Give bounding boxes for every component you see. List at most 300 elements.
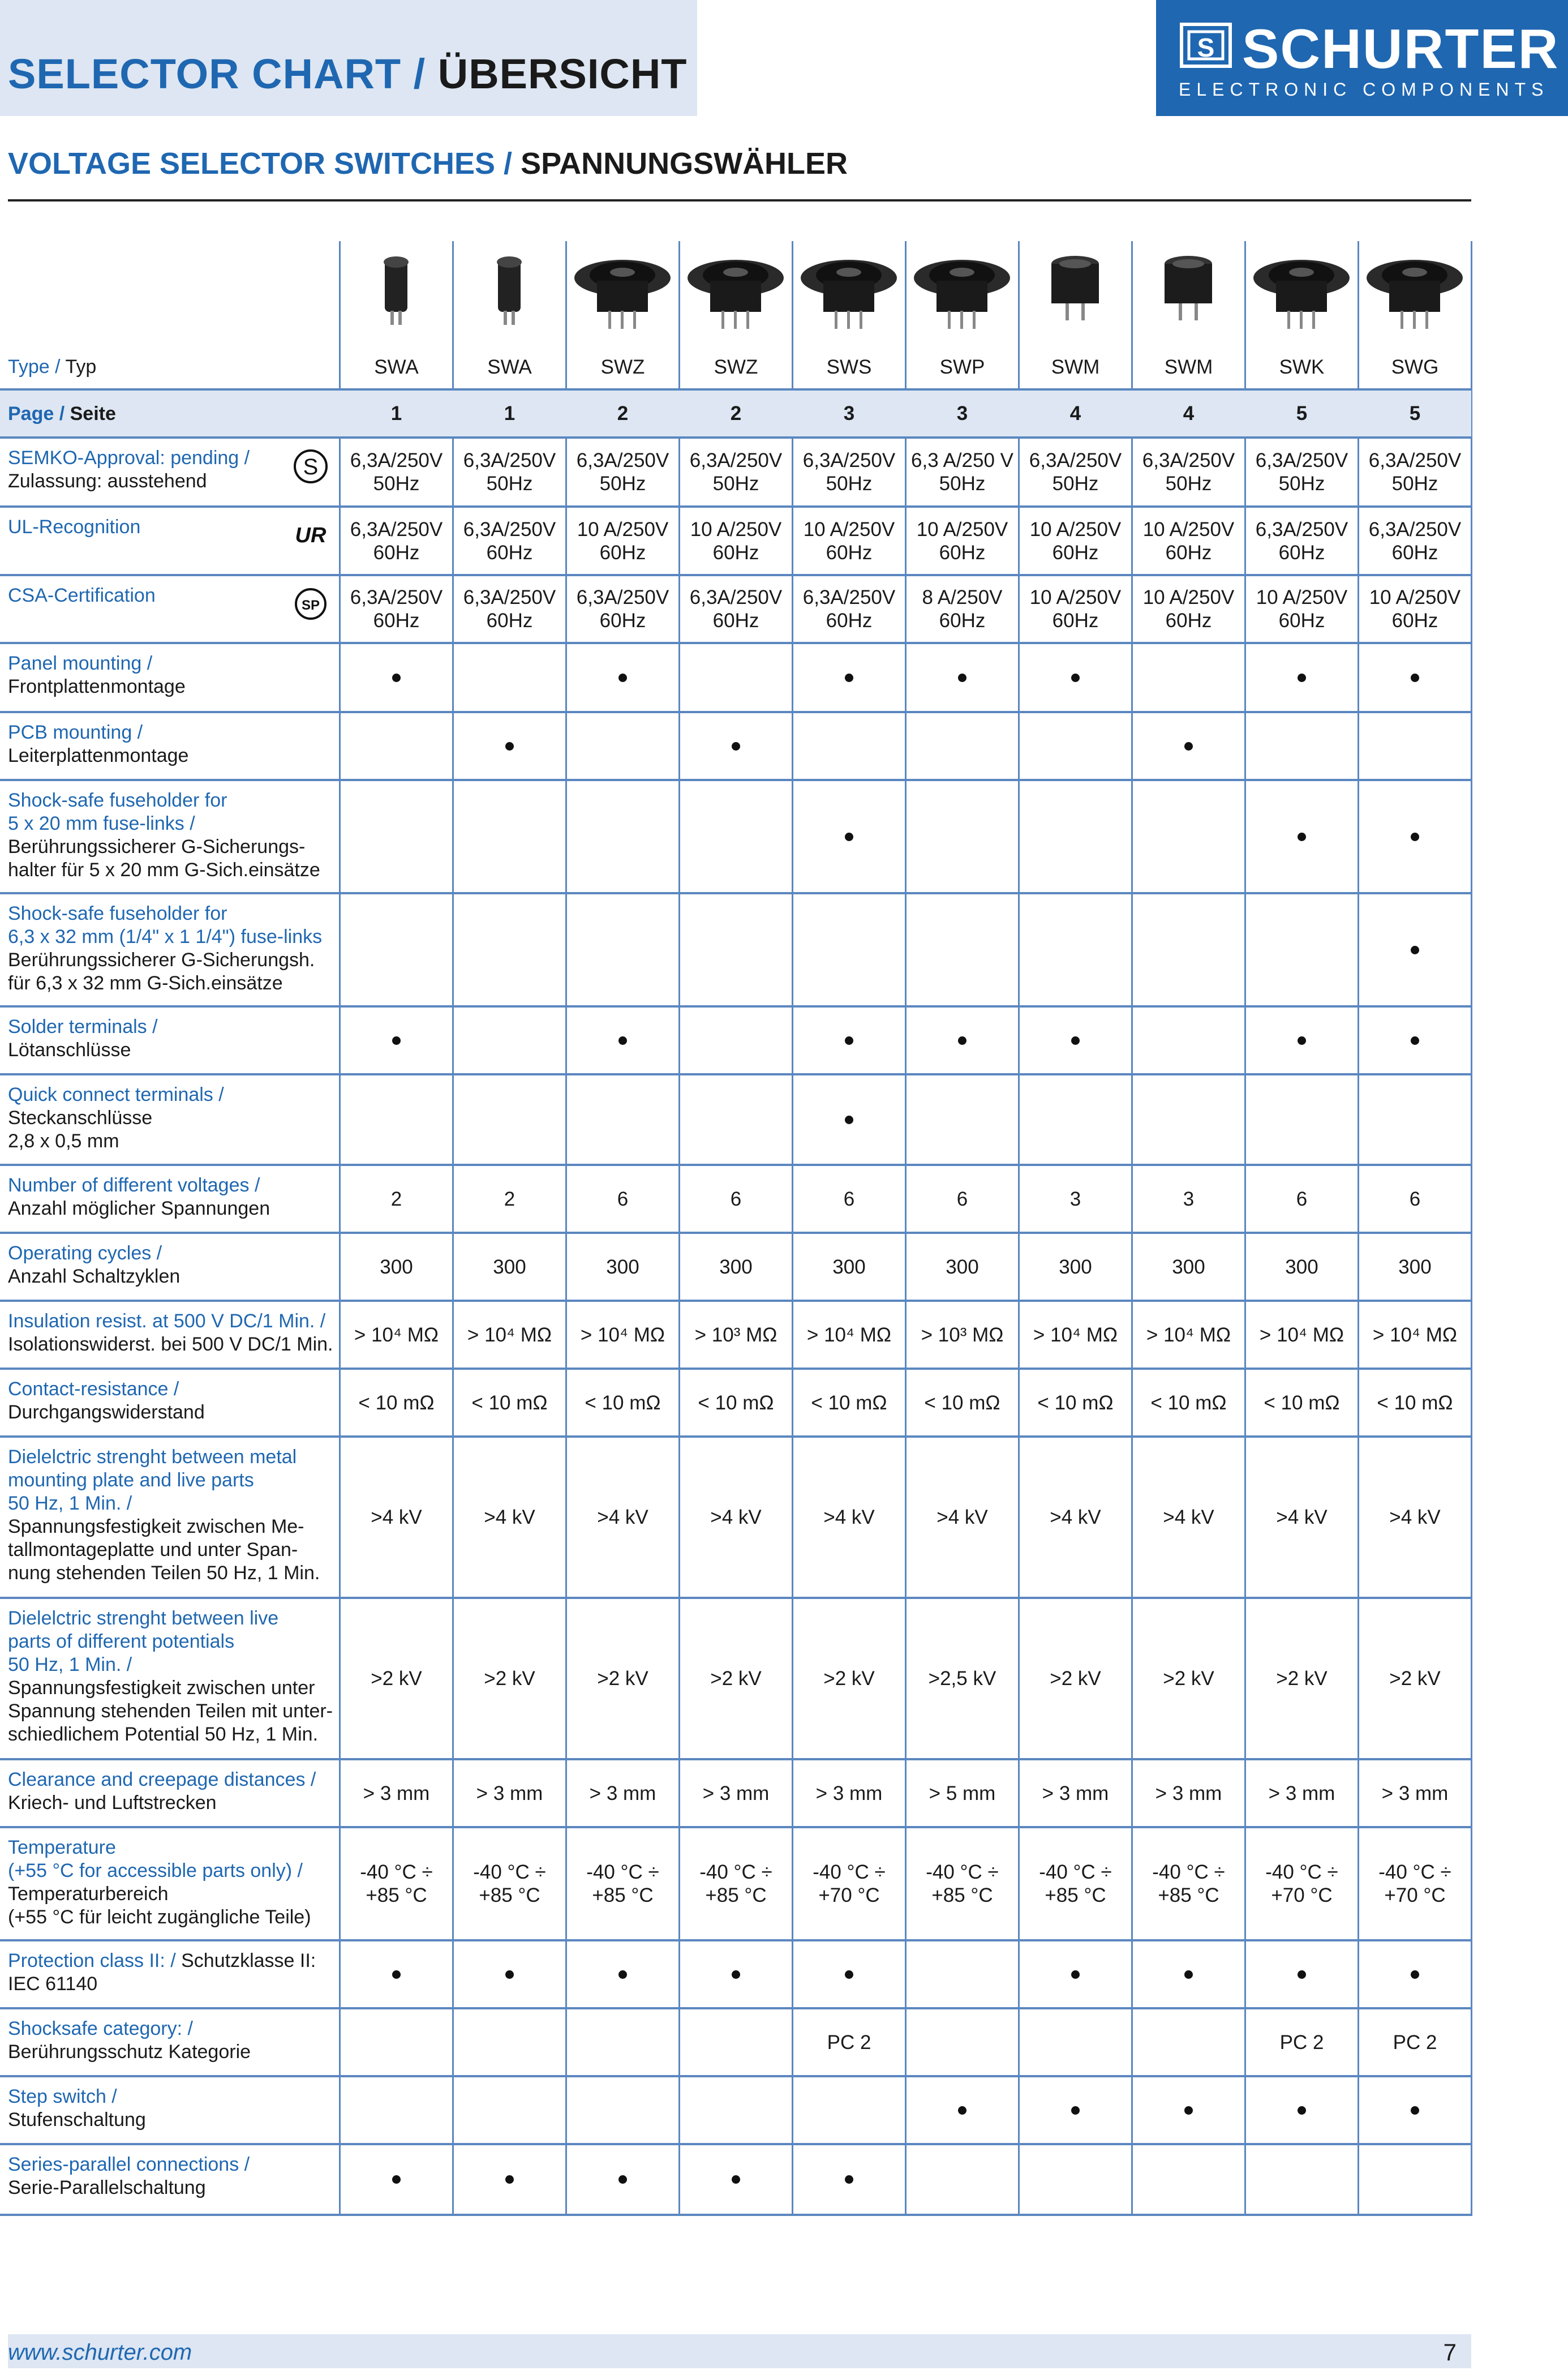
table-cell bbox=[568, 1302, 678, 1368]
cell-line: 10 A/250V bbox=[1142, 518, 1235, 541]
table-cell bbox=[341, 644, 452, 711]
cell-value: > 10⁴ MΩ bbox=[1033, 1323, 1118, 1346]
bullet-dot-icon bbox=[1071, 1970, 1080, 1979]
page-title-en: SELECTOR CHART / bbox=[8, 50, 438, 97]
cell-value: 300 bbox=[493, 1255, 526, 1278]
logo-tagline: ELECTRONIC COMPONENTS bbox=[1179, 79, 1549, 100]
cell-value: > 10⁴ MΩ bbox=[354, 1323, 439, 1346]
table-cell bbox=[1247, 713, 1357, 779]
table-row bbox=[0, 2077, 1471, 2145]
bullet-dot-icon bbox=[732, 742, 740, 751]
table-cell bbox=[341, 2145, 452, 2214]
bullet-dot-icon bbox=[1411, 833, 1419, 841]
bullet-dot-icon bbox=[392, 674, 401, 682]
cell-line: 50Hz bbox=[1165, 473, 1212, 495]
bullet-dot-icon bbox=[845, 674, 853, 682]
row-label-en: Page / bbox=[8, 402, 70, 425]
table-row bbox=[0, 1166, 1471, 1234]
table-cell bbox=[568, 345, 678, 388]
cell-line: 60Hz bbox=[1052, 610, 1099, 632]
table-cell bbox=[1020, 781, 1131, 892]
table-cell bbox=[1133, 508, 1244, 574]
table-cell bbox=[1360, 1828, 1470, 1939]
row-label bbox=[8, 584, 336, 607]
table-row bbox=[0, 345, 1471, 391]
table-cell bbox=[794, 1302, 904, 1368]
table-cell bbox=[454, 894, 565, 1005]
table-cell bbox=[681, 1828, 791, 1939]
table-cell bbox=[1133, 894, 1244, 1005]
row-label bbox=[8, 2017, 336, 2064]
table-cell bbox=[681, 1166, 791, 1232]
row-label-de: Spannungsfestigkeit zwischen Me- tallmontageplatte und unter Span- nung stehenden Teilen 50 Hz, 1 Min. bbox=[8, 1516, 320, 1584]
cell-line: 6,3A/250V bbox=[350, 586, 443, 608]
cell-value: > 10⁴ MΩ bbox=[1259, 1323, 1344, 1346]
table-cell bbox=[1020, 713, 1131, 779]
table-cell bbox=[1133, 781, 1244, 892]
table-cell bbox=[568, 1828, 678, 1939]
cell-value: >2 kV bbox=[823, 1668, 875, 1690]
row-label-de: Stufenschaltung bbox=[8, 2109, 146, 2131]
cell-line: 6,3A/250V bbox=[463, 518, 556, 541]
table-cell bbox=[454, 1075, 565, 1164]
table-row bbox=[0, 1828, 1471, 1941]
table-cell bbox=[1247, 345, 1357, 388]
table-cell bbox=[1360, 1599, 1470, 1758]
bullet-dot-icon bbox=[618, 1036, 627, 1045]
table-cell bbox=[681, 1302, 791, 1368]
cell-value: < 10 mΩ bbox=[585, 1391, 661, 1414]
cell-value: > 3 mm bbox=[589, 1782, 656, 1804]
table-cell bbox=[1360, 1234, 1470, 1300]
bullet-dot-icon bbox=[732, 1970, 740, 1979]
svg-text:SP: SP bbox=[301, 598, 320, 613]
table-cell bbox=[794, 1760, 904, 1826]
cell-value: SWK bbox=[1279, 355, 1325, 378]
table-cell bbox=[681, 781, 791, 892]
csa-icon bbox=[291, 585, 330, 623]
cell-value: 300 bbox=[380, 1255, 413, 1278]
table-cell bbox=[1133, 1234, 1244, 1300]
table-cell bbox=[681, 1438, 791, 1597]
row-label-de: Durchgangswiderstand bbox=[8, 1401, 205, 1423]
cell-line: 50Hz bbox=[1391, 473, 1438, 495]
table-cell bbox=[794, 576, 904, 642]
cell-value: 6 bbox=[956, 1188, 968, 1210]
cell-line: 60Hz bbox=[826, 610, 873, 632]
table-cell bbox=[341, 781, 452, 892]
cell-value: 6 bbox=[1409, 1188, 1421, 1210]
table-cell bbox=[341, 391, 452, 436]
title-rule bbox=[8, 199, 1471, 202]
cell-line: 10 A/250V bbox=[916, 518, 1008, 541]
table-cell bbox=[1247, 1941, 1357, 2007]
cell-line: 6,3A/250V bbox=[689, 586, 783, 608]
bullet-dot-icon bbox=[392, 2175, 401, 2184]
table-cell bbox=[454, 1302, 565, 1368]
cell-line: 10 A/250V bbox=[1256, 586, 1348, 608]
bullet-dot-icon bbox=[1298, 1036, 1306, 1045]
cell-line: -40 °C ÷ bbox=[1265, 1861, 1338, 1883]
semko-s-icon bbox=[291, 448, 330, 485]
table-cell bbox=[681, 2145, 791, 2214]
table-cell bbox=[1133, 2145, 1244, 2214]
row-label-de: Frontplattenmontage bbox=[8, 676, 186, 697]
cell-value: 2 bbox=[730, 402, 742, 425]
table-cell bbox=[794, 2077, 904, 2143]
table-cell bbox=[341, 1599, 452, 1758]
table-cell bbox=[1133, 1599, 1244, 1758]
table-cell bbox=[1247, 439, 1357, 505]
cell-value: >2 kV bbox=[1163, 1668, 1214, 1690]
cell-line: 10 A/250V bbox=[690, 518, 782, 541]
table-cell bbox=[341, 345, 452, 388]
table-row bbox=[0, 1234, 1471, 1302]
table-row bbox=[0, 1075, 1471, 1166]
cell-line: 8 A/250V bbox=[922, 586, 1003, 608]
table-cell bbox=[681, 644, 791, 711]
cell-line: 6,3A/250V bbox=[689, 449, 783, 471]
table-row bbox=[0, 713, 1471, 781]
table-cell bbox=[907, 1008, 1017, 1073]
cell-value: < 10 mΩ bbox=[1264, 1391, 1340, 1414]
cell-line: -40 °C ÷ bbox=[1152, 1861, 1225, 1883]
table-cell bbox=[1360, 713, 1470, 779]
cell-line: 50Hz bbox=[373, 473, 420, 495]
cell-value: PC 2 bbox=[827, 2031, 871, 2054]
row-label bbox=[8, 2085, 336, 2132]
cell-value: > 10⁴ MΩ bbox=[806, 1323, 892, 1346]
table-cell bbox=[907, 1941, 1017, 2007]
product-image-swg bbox=[1358, 241, 1471, 346]
cell-value: 3 bbox=[1183, 1188, 1195, 1210]
cell-value: > 5 mm bbox=[929, 1782, 996, 1804]
bullet-dot-icon bbox=[392, 1036, 401, 1045]
table-cell bbox=[1360, 345, 1470, 388]
cell-line: +85 °C bbox=[705, 1884, 767, 1906]
bullet-dot-icon bbox=[1411, 2106, 1419, 2115]
product-photo-icon bbox=[682, 244, 789, 343]
table-cell bbox=[1020, 1234, 1131, 1300]
cell-value: > 10³ MΩ bbox=[921, 1323, 1004, 1346]
row-label-en: Number of different voltages / bbox=[8, 1175, 260, 1196]
cell-value: SWS bbox=[826, 355, 872, 378]
row-label-de: Seite bbox=[70, 402, 116, 425]
cell-value: > 3 mm bbox=[1268, 1782, 1335, 1804]
row-label-en: Dielelctric strenght between live parts of different potentials 50 Hz, 1 Min. / bbox=[8, 1608, 279, 1675]
cell-value: >2 kV bbox=[710, 1668, 762, 1690]
table-row bbox=[0, 1438, 1471, 1599]
table-cell bbox=[568, 391, 678, 436]
cell-value: 300 bbox=[832, 1255, 866, 1278]
table-cell bbox=[681, 439, 791, 505]
table-row bbox=[0, 391, 1471, 439]
table-cell bbox=[794, 1234, 904, 1300]
product-photo-icon bbox=[1361, 244, 1468, 343]
table-cell bbox=[681, 576, 791, 642]
cell-value: 300 bbox=[946, 1255, 979, 1278]
cell-value: < 10 mΩ bbox=[1377, 1391, 1453, 1414]
table-cell bbox=[907, 508, 1017, 574]
cell-value: SWM bbox=[1051, 355, 1100, 378]
product-photo-icon bbox=[342, 244, 450, 343]
table-cell bbox=[794, 2009, 904, 2075]
cell-line: 50Hz bbox=[599, 473, 646, 495]
svg-text:UR: UR bbox=[295, 524, 327, 547]
table-cell bbox=[681, 345, 791, 388]
bullet-dot-icon bbox=[1411, 674, 1419, 682]
cell-line: -40 °C ÷ bbox=[1039, 1861, 1112, 1883]
table-cell bbox=[1133, 1760, 1244, 1826]
table-cell bbox=[681, 1234, 791, 1300]
table-cell bbox=[681, 1008, 791, 1073]
table-cell bbox=[1247, 1075, 1357, 1164]
row-label-en: Step switch / bbox=[8, 2086, 117, 2107]
table-cell bbox=[907, 2077, 1017, 2143]
row-label-de: Leiterplattenmontage bbox=[8, 745, 189, 766]
table-cell bbox=[794, 2145, 904, 2214]
table-row bbox=[0, 1370, 1471, 1438]
table-cell bbox=[681, 2009, 791, 2075]
table-cell bbox=[568, 1075, 678, 1164]
cell-line: 6,3 A/250 V bbox=[911, 449, 1013, 471]
cell-value: < 10 mΩ bbox=[924, 1391, 1000, 1414]
table-cell bbox=[341, 1075, 452, 1164]
table-cell bbox=[681, 1941, 791, 2007]
row-label-de: Anzahl möglicher Spannungen bbox=[8, 1198, 270, 1219]
bullet-dot-icon bbox=[505, 1970, 514, 1979]
table-cell bbox=[1020, 508, 1131, 574]
cell-value: SWZ bbox=[600, 355, 645, 378]
cell-value: > 3 mm bbox=[1155, 1782, 1222, 1804]
table-cell bbox=[907, 391, 1017, 436]
table-cell bbox=[1020, 2145, 1131, 2214]
cell-value: >2 kV bbox=[1389, 1668, 1441, 1690]
table-cell bbox=[568, 1599, 678, 1758]
table-cell bbox=[1247, 391, 1357, 436]
bullet-dot-icon bbox=[1411, 946, 1419, 954]
table-cell bbox=[568, 439, 678, 505]
table-cell bbox=[907, 345, 1017, 388]
bullet-dot-icon bbox=[1071, 1036, 1080, 1045]
cell-value: < 10 mΩ bbox=[1150, 1391, 1227, 1414]
table-cell bbox=[1247, 644, 1357, 711]
table-cell bbox=[1247, 1302, 1357, 1368]
table-row bbox=[0, 439, 1471, 508]
row-label-en: Contact-resistance / bbox=[8, 1378, 179, 1400]
row-label-de: Zulassung: ausstehend bbox=[8, 470, 207, 492]
cell-value: 3 bbox=[956, 402, 968, 425]
bullet-dot-icon bbox=[1298, 674, 1306, 682]
row-label bbox=[8, 1768, 336, 1815]
cell-value: >4 kV bbox=[1389, 1506, 1441, 1528]
cell-line: 60Hz bbox=[486, 541, 533, 564]
cell-line: 60Hz bbox=[1278, 541, 1325, 564]
bullet-dot-icon bbox=[1298, 1970, 1306, 1979]
cell-line: 10 A/250V bbox=[1142, 586, 1235, 608]
cell-line: 60Hz bbox=[1391, 610, 1438, 632]
table-cell bbox=[1020, 2009, 1131, 2075]
table-cell bbox=[907, 2145, 1017, 2214]
cell-value: 3 bbox=[1069, 1188, 1081, 1210]
table-cell bbox=[1020, 1828, 1131, 1939]
row-label-de: Temperaturbereich (+55 °C für leicht zugängliche Teile) bbox=[8, 1883, 311, 1928]
table-cell bbox=[1020, 2077, 1131, 2143]
table-cell bbox=[907, 1234, 1017, 1300]
cell-line: 10 A/250V bbox=[1369, 586, 1461, 608]
table-cell bbox=[1020, 894, 1131, 1005]
table-cell bbox=[568, 713, 678, 779]
table-cell bbox=[1133, 644, 1244, 711]
cell-line: 60Hz bbox=[1165, 610, 1212, 632]
row-label-en: SEMKO-Approval: pending / bbox=[8, 447, 250, 469]
cell-line: +85 °C bbox=[1045, 1884, 1106, 1906]
row-label-en: Solder terminals / bbox=[8, 1016, 158, 1038]
table-cell bbox=[794, 894, 904, 1005]
page-title-de: ÜBERSICHT bbox=[437, 50, 688, 97]
table-cell bbox=[1247, 1599, 1357, 1758]
cell-line: -40 °C ÷ bbox=[813, 1861, 886, 1883]
table-row bbox=[0, 1008, 1471, 1075]
cell-value: 2 bbox=[617, 402, 629, 425]
table-cell bbox=[794, 644, 904, 711]
table-cell bbox=[681, 391, 791, 436]
cell-line: 6,3A/250V bbox=[1255, 449, 1348, 471]
table-cell bbox=[1247, 576, 1357, 642]
table-cell bbox=[681, 1370, 791, 1435]
table-cell bbox=[681, 1760, 791, 1826]
approval-symbol bbox=[291, 448, 330, 488]
table-cell bbox=[907, 2009, 1017, 2075]
cell-value: >4 kV bbox=[710, 1506, 762, 1528]
table-cell bbox=[907, 1166, 1017, 1232]
row-label bbox=[8, 789, 336, 882]
table-cell bbox=[1133, 1828, 1244, 1939]
logo-name: SCHURTER bbox=[1242, 18, 1560, 80]
bullet-dot-icon bbox=[1411, 1970, 1419, 1979]
cell-line: 60Hz bbox=[486, 610, 533, 632]
table-cell bbox=[1133, 1438, 1244, 1597]
cell-line: -40 °C ÷ bbox=[699, 1861, 772, 1883]
table-cell bbox=[1360, 439, 1470, 505]
cell-line: 60Hz bbox=[712, 541, 759, 564]
table-cell bbox=[1360, 1760, 1470, 1826]
table-row bbox=[0, 576, 1471, 644]
cell-value: 5 bbox=[1409, 402, 1421, 425]
row-label-en: Clearance and creepage distances / bbox=[8, 1769, 316, 1790]
table-cell bbox=[454, 1941, 565, 2007]
cell-value: > 3 mm bbox=[1042, 1782, 1109, 1804]
cell-value: >2 kV bbox=[1050, 1668, 1101, 1690]
cell-value: 6 bbox=[617, 1188, 629, 1210]
product-image-swm bbox=[1132, 241, 1245, 346]
row-label-de: Berührungssicherer G-Sicherungs- halter für 5 x 20 mm G-Sich.einsätze bbox=[8, 836, 320, 881]
table-cell bbox=[341, 2009, 452, 2075]
row-label-en: Insulation resist. at 500 V DC/1 Min. / bbox=[8, 1310, 326, 1332]
table-cell bbox=[681, 1599, 791, 1758]
cell-line: +85 °C bbox=[479, 1884, 540, 1906]
row-label-en: Protection class II: / bbox=[8, 1950, 182, 1971]
bullet-dot-icon bbox=[1071, 674, 1080, 682]
svg-text:S: S bbox=[1197, 33, 1215, 62]
approval-symbol bbox=[291, 585, 330, 625]
cell-value: 6 bbox=[1296, 1188, 1308, 1210]
cell-line: 60Hz bbox=[599, 541, 646, 564]
table-cell bbox=[454, 1234, 565, 1300]
cell-line: 60Hz bbox=[599, 610, 646, 632]
table-cell bbox=[907, 1828, 1017, 1939]
table-cell bbox=[454, 576, 565, 642]
footer bbox=[8, 2334, 1471, 2368]
cell-line: 50Hz bbox=[1278, 473, 1325, 495]
cell-line: 6,3A/250V bbox=[1368, 518, 1462, 541]
table-cell bbox=[568, 1234, 678, 1300]
cell-value: >2 kV bbox=[371, 1668, 422, 1690]
cell-line: 60Hz bbox=[939, 541, 986, 564]
cell-value: SWA bbox=[374, 355, 419, 378]
cell-value: >2 kV bbox=[484, 1668, 535, 1690]
product-image-swm bbox=[1019, 241, 1132, 346]
cell-line: 10 A/250V bbox=[803, 518, 895, 541]
table-cell bbox=[794, 345, 904, 388]
product-photo-icon bbox=[1021, 244, 1129, 343]
table-cell bbox=[1133, 1941, 1244, 2007]
cell-value: < 10 mΩ bbox=[811, 1391, 887, 1414]
table-cell bbox=[454, 713, 565, 779]
product-photo-icon bbox=[1135, 244, 1242, 343]
table-cell bbox=[1247, 1166, 1357, 1232]
cell-value: 4 bbox=[1183, 402, 1195, 425]
bullet-dot-icon bbox=[1184, 742, 1193, 751]
table-cell bbox=[341, 1302, 452, 1368]
table-cell bbox=[1133, 1008, 1244, 1073]
product-photo-icon bbox=[1248, 244, 1355, 343]
cell-line: -40 °C ÷ bbox=[586, 1861, 659, 1883]
footer-url[interactable]: www.schurter.com bbox=[8, 2340, 192, 2365]
row-label-de: Kriech- und Luftstrecken bbox=[8, 1792, 217, 1814]
row-label-de: Berührungsschutz Kategorie bbox=[8, 2041, 251, 2063]
table-cell bbox=[1247, 1828, 1357, 1939]
table-cell bbox=[1360, 1075, 1470, 1164]
row-label bbox=[8, 1310, 336, 1356]
table-cell bbox=[1133, 439, 1244, 505]
table-cell bbox=[794, 391, 904, 436]
cell-value: 5 bbox=[1296, 402, 1308, 425]
table-cell bbox=[568, 2145, 678, 2214]
row-label-en: Shock-safe fuseholder for 5 x 20 mm fuse-links / bbox=[8, 790, 227, 834]
table-cell bbox=[1360, 781, 1470, 892]
row-label bbox=[8, 902, 336, 995]
cell-value: 1 bbox=[390, 402, 402, 425]
table-cell bbox=[1020, 1370, 1131, 1435]
bullet-dot-icon bbox=[958, 1036, 966, 1045]
row-label-de: Typ bbox=[65, 356, 97, 378]
cell-value: 4 bbox=[1069, 402, 1081, 425]
cell-value: 2 bbox=[390, 1188, 402, 1210]
product-photo-icon bbox=[795, 244, 903, 343]
row-label bbox=[8, 1015, 336, 1062]
product-photo-icon bbox=[569, 244, 676, 343]
table-cell bbox=[454, 1760, 565, 1826]
cell-line: 6,3A/250V bbox=[1142, 449, 1235, 471]
page-number: 7 bbox=[1443, 2339, 1457, 2365]
row-label bbox=[8, 1949, 336, 1996]
table-cell bbox=[1360, 894, 1470, 1005]
table-cell bbox=[907, 1302, 1017, 1368]
row-label-de: Isolationswiderst. bei 500 V DC/1 Min. bbox=[8, 1334, 333, 1355]
table-cell bbox=[1133, 1302, 1244, 1368]
table-cell bbox=[454, 1828, 565, 1939]
